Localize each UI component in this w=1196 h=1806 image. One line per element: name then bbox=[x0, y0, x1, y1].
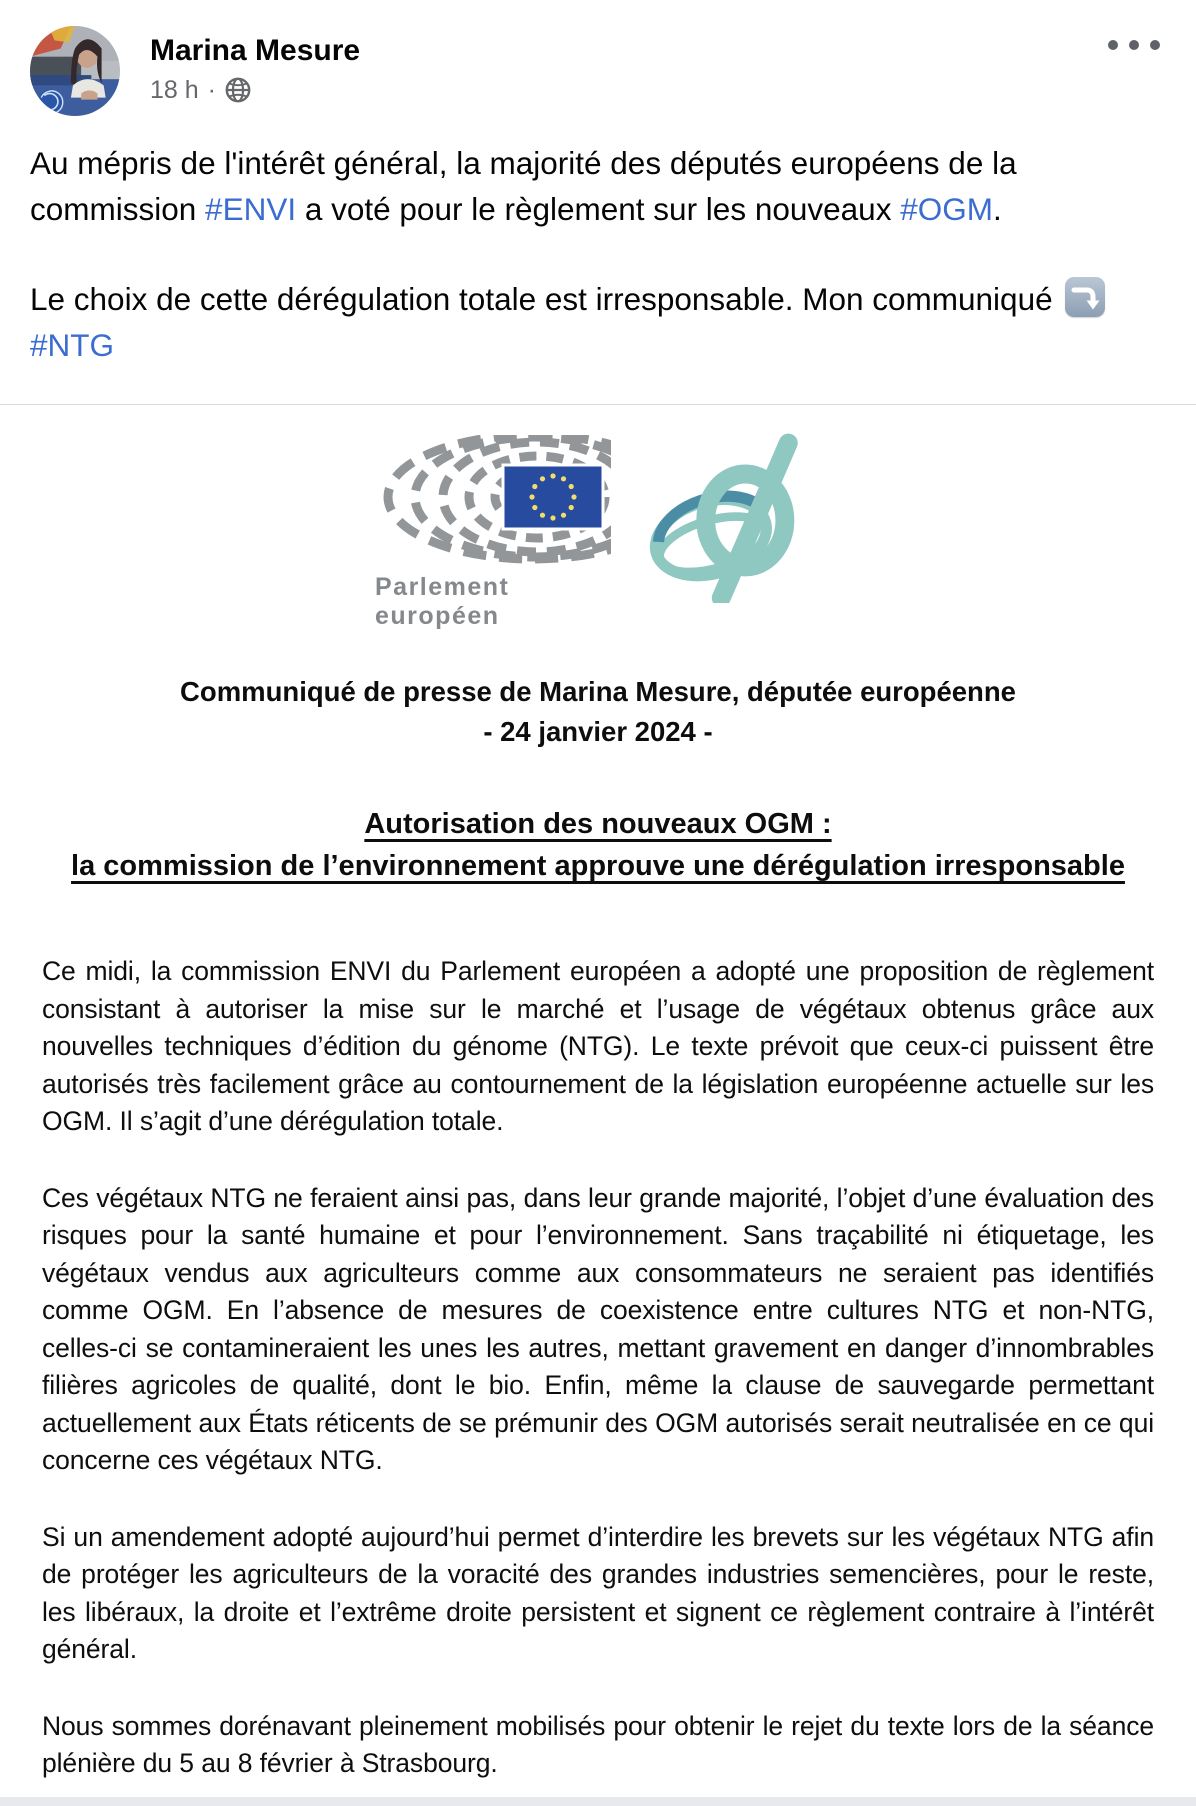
press-release-logos bbox=[42, 435, 1154, 631]
hashtag-envi[interactable]: #ENVI bbox=[205, 191, 297, 227]
press-release-body bbox=[42, 953, 1154, 1783]
timestamp[interactable]: 18 h bbox=[150, 76, 199, 104]
press-release-paragraph-4: Nous sommes dorénavant pleinement mobilisés pour obtenir le rejet du texte lors de la séance plénière du 5 au 8 février à Strasbourg. bbox=[42, 1710, 1154, 1778]
avatar-image bbox=[30, 26, 120, 116]
press-release-paragraph-3: Si un amendement adopté aujourd’hui permet d’interdire les brevets sur les végétaux NTG afin de protéger les agriculteurs de la voracité des grandes industries semencières, pour le reste, les libéraux, la droite et l’extrême droite persistent et signent ce règlement contraire à l’intérêt général. bbox=[42, 1521, 1154, 1664]
post-header bbox=[0, 0, 1196, 120]
arrow-curving-down-emoji bbox=[1065, 277, 1105, 317]
press-release-title-line2: la commission de l’environnement approuve une dérégulation irresponsable bbox=[71, 850, 1125, 882]
post-text-paragraph-2 bbox=[30, 276, 1166, 368]
post-text-segment: a voté pour le règlement sur les nouveaux bbox=[296, 191, 901, 227]
press-release-title bbox=[42, 803, 1154, 887]
press-release-paragraph-2: Ces végétaux NTG ne feraient ainsi pas, dans leur grande majorité, l’objet d’une évaluation des risques pour la santé humaine et pour l’environnement. Sans traçabilité ni étiquetage, les végétaux vendus aux agriculteurs comme aux consommateurs ne seraient pas identifiés comme OGM. En l’absence de mesures de coexistence entre cultures NTG et non-NTG, celles-ci se contamineraient les unes les autres, mettant gravement en danger d’innombrables filières agricoles de qualité, dont le bio. Enfin, même la clause de sauvegarde permettant actuellement aux États réticents de se prémunir des OGM autorisés serait neutralisée en ce qui concerne ces végétaux NTG. bbox=[42, 1182, 1154, 1475]
post-text-segment: . bbox=[992, 191, 1002, 227]
press-release-header-line: Communiqué de presse de Marina Mesure, députée européenne bbox=[180, 676, 1016, 707]
ellipsis-menu-icon[interactable] bbox=[1102, 34, 1166, 56]
section-divider bbox=[0, 1797, 1196, 1806]
press-release-title-line1: Autorisation des nouveaux OGM : bbox=[364, 808, 832, 840]
author-name[interactable]: Marina Mesure bbox=[150, 34, 361, 67]
phi-logo-icon bbox=[649, 431, 821, 603]
hashtag-ogm[interactable]: #OGM bbox=[900, 191, 993, 227]
european-parliament-logo bbox=[375, 435, 611, 631]
press-release-image[interactable] bbox=[0, 404, 1196, 1797]
ep-hemicycle-icon bbox=[375, 435, 611, 567]
press-release-paragraph-1: Ce midi, la commission ENVI du Parlement européen a adopté une proposition de règlement consistant à autoriser la mise sur le marché et l’usage de végétaux obtenus grâce aux nouvelles techniques d’édition du génome (NTG). Le texte prévoit que ceux-ci puissent être autorisés très facilement grâce au contournement de la législation européenne actuelle sur les OGM. Il s’agit d’une dérégulation totale. bbox=[42, 956, 1154, 1136]
post-text-paragraph-1 bbox=[30, 140, 1166, 232]
meta-separator: · bbox=[207, 76, 216, 104]
post-meta bbox=[150, 77, 360, 103]
hashtag-ntg[interactable]: #NTG bbox=[30, 327, 115, 363]
press-release-date-line: - 24 janvier 2024 - bbox=[483, 716, 713, 747]
avatar[interactable] bbox=[30, 26, 120, 116]
header-text bbox=[150, 26, 360, 103]
post-text-segment: Au mépris de l'intérêt général, la majorité des députés européens de la commission bbox=[30, 145, 1017, 227]
globe-public-icon bbox=[225, 77, 251, 103]
ep-logo-caption: Parlement européen bbox=[375, 573, 510, 630]
post-text-segment: Le choix de cette dérégulation totale est irresponsable. Mon communiqué bbox=[30, 281, 1062, 317]
